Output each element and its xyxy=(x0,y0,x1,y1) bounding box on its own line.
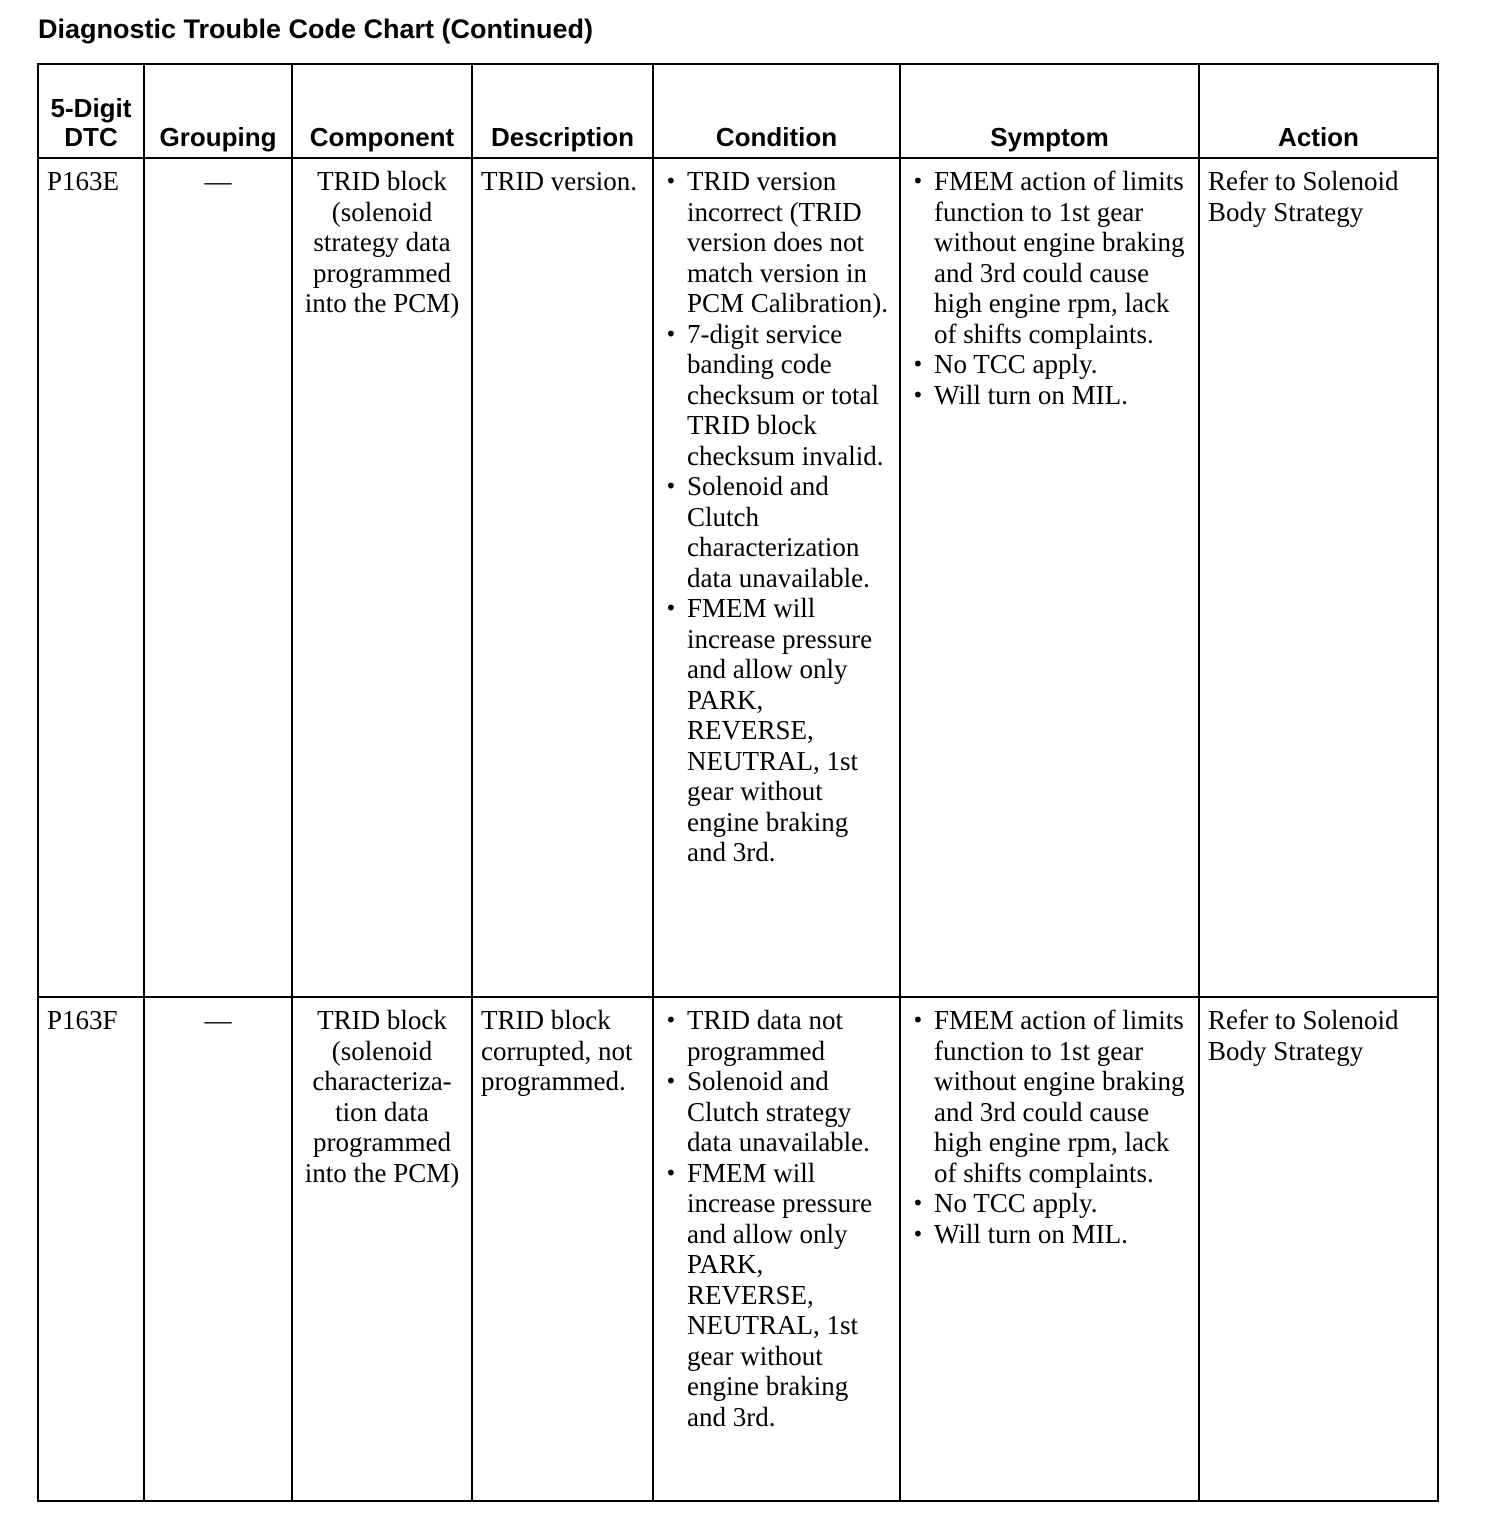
list-item: • FMEM action of limits function to 1st gear without engine braking and 3rd could cause high engine rpm, lack of shifts complaints. xyxy=(909,1005,1190,1188)
col-header-symptom: Symptom xyxy=(900,64,1199,158)
cell-symptom xyxy=(900,997,1199,1501)
col-header-dtc xyxy=(38,64,144,158)
cell-dtc: P163E xyxy=(38,158,144,997)
condition-list xyxy=(662,1005,891,1432)
col-header-component: Component xyxy=(292,64,472,158)
list-item: • FMEM will increase pressure and allow only PARK, REVERSE, NEUTRAL, 1st gear without engine braking and 3rd. xyxy=(662,1158,891,1433)
list-item: • TRID data not programmed xyxy=(662,1005,891,1066)
col-header-condition: Condition xyxy=(653,64,900,158)
list-item: • No TCC apply. xyxy=(909,1188,1190,1219)
cell-grouping: — xyxy=(144,158,292,997)
col-header-grouping: Grouping xyxy=(144,64,292,158)
col-header-action: Action xyxy=(1199,64,1438,158)
list-item: • Will turn on MIL. xyxy=(909,1219,1190,1250)
cell-component: TRID block (solenoid strategy data programmed into the PCM) xyxy=(292,158,472,997)
col-header-dtc-label: 5-Digit DTC xyxy=(50,93,132,152)
header-row xyxy=(38,64,1438,158)
list-item: • Solenoid and Clutch characterization data unavailable. xyxy=(662,471,891,593)
list-item: • Solenoid and Clutch strategy data unavailable. xyxy=(662,1066,891,1158)
cell-component: TRID block (solenoid characteriza-tion data programmed into the PCM) xyxy=(292,997,472,1501)
table-row xyxy=(38,997,1438,1501)
cell-description: TRID version. xyxy=(472,158,653,997)
cell-dtc: P163F xyxy=(38,997,144,1501)
cell-grouping: — xyxy=(144,997,292,1501)
cell-description: TRID block corrupted, not programmed. xyxy=(472,997,653,1501)
cell-condition xyxy=(653,158,900,997)
table-row xyxy=(38,158,1438,997)
list-item: • 7-digit service banding code checksum or total TRID block checksum invalid. xyxy=(662,319,891,472)
list-item: • FMEM action of limits function to 1st gear without engine braking and 3rd could cause high engine rpm, lack of shifts complaints. xyxy=(909,166,1190,349)
symptom-list xyxy=(909,1005,1190,1249)
cell-action: Refer to Solenoid Body Strategy xyxy=(1199,997,1438,1501)
list-item: • TRID version incorrect (TRID version does not match version in PCM Calibration). xyxy=(662,166,891,319)
condition-list xyxy=(662,166,891,868)
list-item: • No TCC apply. xyxy=(909,349,1190,380)
dtc-table xyxy=(37,63,1439,1502)
list-item: • FMEM will increase pressure and allow only PARK, REVERSE, NEUTRAL, 1st gear without engine braking and 3rd. xyxy=(662,593,891,868)
cell-condition xyxy=(653,997,900,1501)
col-header-description: Description xyxy=(472,64,653,158)
symptom-list xyxy=(909,166,1190,410)
cell-symptom xyxy=(900,158,1199,997)
cell-action: Refer to Solenoid Body Strategy xyxy=(1199,158,1438,997)
page-title: Diagnostic Trouble Code Chart (Continued) xyxy=(38,14,593,44)
list-item: • Will turn on MIL. xyxy=(909,380,1190,411)
